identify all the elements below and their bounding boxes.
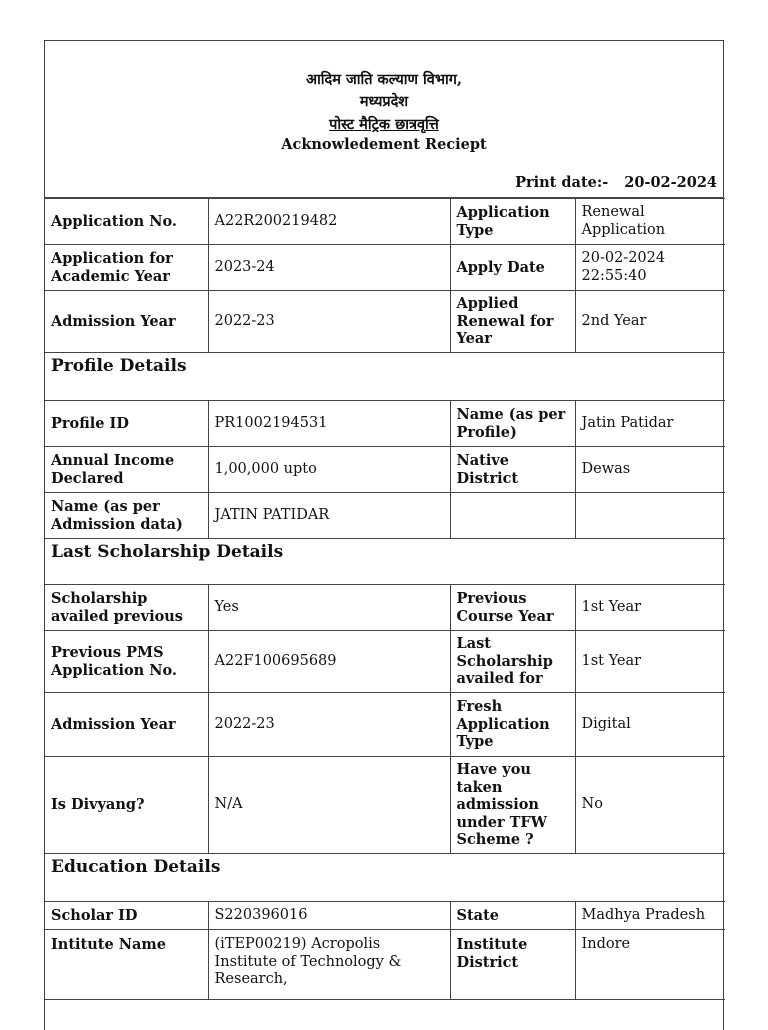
table-row: [45, 447, 725, 493]
table-row: [45, 401, 725, 447]
section-row: [45, 539, 725, 585]
native-district-value: Dewas: [575, 447, 725, 493]
table-row: [45, 902, 725, 930]
print-date-value: 20-02-2024: [624, 174, 717, 191]
profile-id-label: Profile ID: [45, 401, 208, 447]
previous-pms-label: Previous PMS Application No.: [45, 631, 208, 693]
previous-course-label: Previous Course Year: [450, 585, 575, 631]
table-row: [45, 493, 725, 539]
empty-cell: [575, 493, 725, 539]
native-district-label: Native District: [450, 447, 575, 493]
scholar-id-label: Scholar ID: [45, 902, 208, 930]
state-label: State: [450, 902, 575, 930]
department-name: आदिम जाति कल्याण विभाग,: [305, 71, 462, 88]
scholarship-availed-label: Scholarship availed previous: [45, 585, 208, 631]
previous-pms-value: A22F100695689: [208, 631, 450, 693]
tfw-value: No: [575, 757, 725, 854]
divyang-label: Is Divyang?: [45, 757, 208, 854]
admission-year-value: 2022-23: [208, 291, 450, 353]
renewal-year-value: 2nd Year: [575, 291, 725, 353]
academic-year-label: Application for Academic Year: [45, 245, 208, 291]
table-row: [45, 245, 725, 291]
section-row: [45, 854, 725, 902]
scholar-id-value: S220396016: [208, 902, 450, 930]
fresh-type-label: Fresh Application Type: [450, 693, 575, 757]
institute-name-label: Intitute Name: [45, 930, 208, 1000]
scholarship-admission-year-label: Admission Year: [45, 693, 208, 757]
empty-cell: [450, 493, 575, 539]
renewal-year-label: Applied Renewal for Year: [450, 291, 575, 353]
table-row: [45, 930, 725, 1000]
admission-name-label: Name (as per Admission data): [45, 493, 208, 539]
table-row: [45, 291, 725, 353]
profile-id-value: PR1002194531: [208, 401, 450, 447]
annual-income-value: 1,00,000 upto: [208, 447, 450, 493]
application-type-value: Renewal Application: [575, 199, 725, 245]
scholarship-availed-value: Yes: [208, 585, 450, 631]
institute-district-label: Institute District: [450, 930, 575, 1000]
state-value: Madhya Pradesh: [575, 902, 725, 930]
academic-year-value: 2023-24: [208, 245, 450, 291]
scholarship-admission-year-value: 2022-23: [208, 693, 450, 757]
admission-year-label: Admission Year: [45, 291, 208, 353]
table-row: [45, 199, 725, 245]
table-row: [45, 693, 725, 757]
acknowledgement-receipt: [44, 40, 724, 1030]
profile-name-label: Name (as per Profile): [450, 401, 575, 447]
apply-date-label: Apply Date: [450, 245, 575, 291]
admission-name-value: JATIN PATIDAR: [208, 493, 450, 539]
print-date: [515, 174, 717, 191]
print-date-label: Print date:-: [515, 174, 609, 191]
institute-name-value: (iTEP00219) Acropolis Institute of Technology & Research,: [208, 930, 450, 1000]
scheme-name: पोस्ट मैट्रिक छात्रवृत्ति: [329, 116, 439, 133]
profile-section-title: Profile Details: [45, 353, 725, 401]
education-section-title: Education Details: [45, 854, 725, 902]
apply-date-value: 20-02-2024 22:55:40: [575, 245, 725, 291]
table-row: [45, 585, 725, 631]
receipt-title: Acknowledement Reciept: [281, 136, 487, 153]
table-row: [45, 631, 725, 693]
application-no-label: Application No.: [45, 199, 208, 245]
last-scholarship-value: 1st Year: [575, 631, 725, 693]
table-row: [45, 757, 725, 854]
fresh-type-value: Digital: [575, 693, 725, 757]
previous-course-value: 1st Year: [575, 585, 725, 631]
divyang-value: N/A: [208, 757, 450, 854]
application-no-value: A22R200219482: [208, 199, 450, 245]
application-type-label: Application Type: [450, 199, 575, 245]
institute-district-value: Indore: [575, 930, 725, 1000]
annual-income-label: Annual Income Declared: [45, 447, 208, 493]
profile-name-value: Jatin Patidar: [575, 401, 725, 447]
section-row: [45, 353, 725, 401]
scholarship-section-title: Last Scholarship Details: [45, 539, 725, 585]
tfw-label: Have you taken admission under TFW Scheme ?: [450, 757, 575, 854]
last-scholarship-label: Last Scholarship availed for: [450, 631, 575, 693]
receipt-header: [45, 41, 723, 198]
state-name: मध्यप्रदेश: [359, 93, 409, 110]
details-table: [45, 198, 725, 1000]
